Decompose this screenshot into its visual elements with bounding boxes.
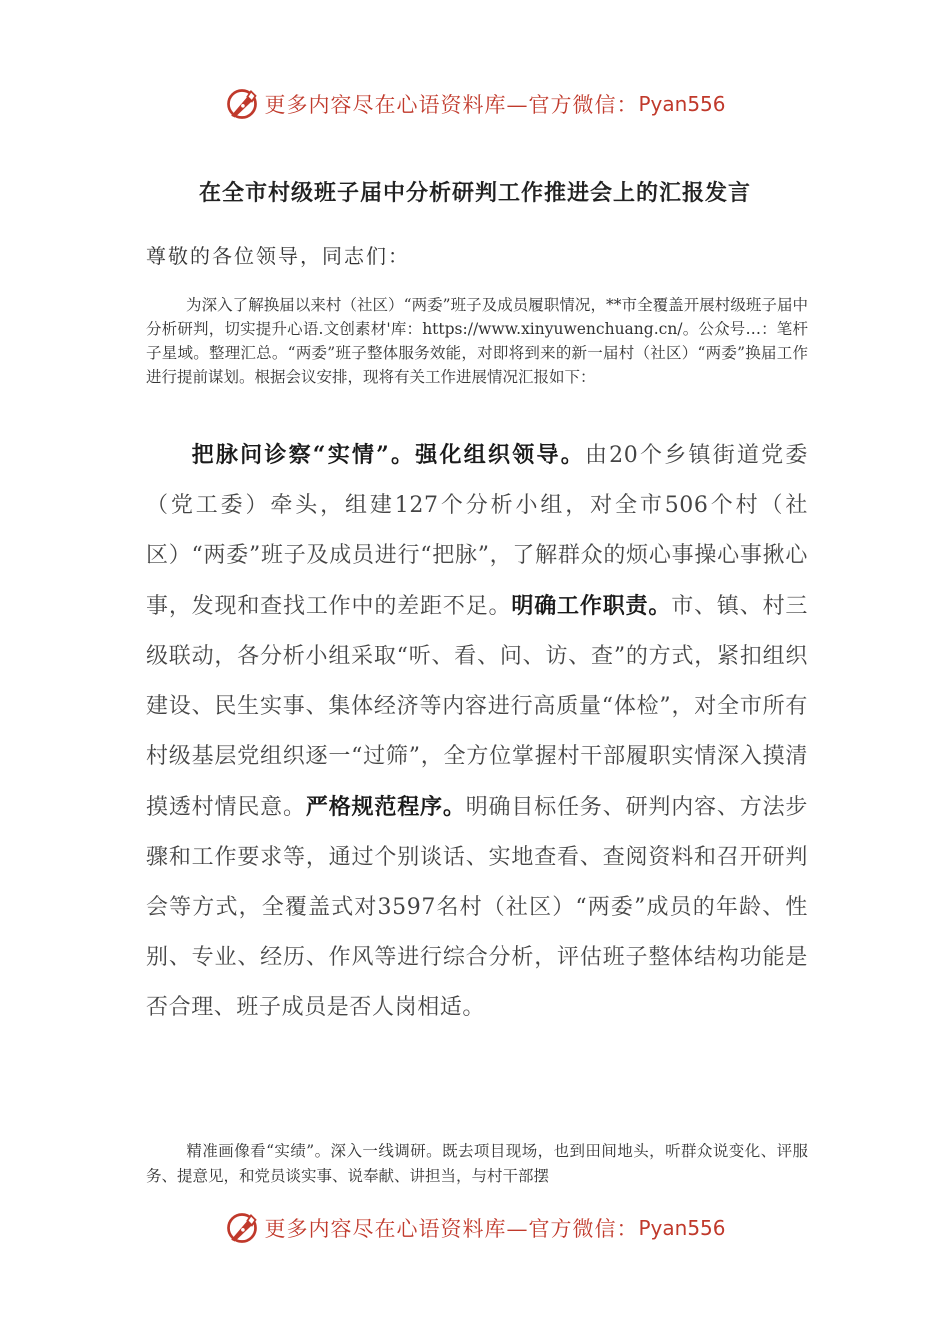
sub2-text: 市、镇、村三级联动，各分析小组采取“听、看、问、访、查”的方式，紧扣组织建设、民生实事、集体经济等内容进行高质量“体检”，对全市所有村级基层党组织逐一“过筛”，全方位掌握村干部履职实情深入摸清摸透村情民意。 (146, 594, 809, 820)
pen-nib-logo-icon (224, 86, 260, 122)
banner-wechat-id: Pyan556 (638, 1216, 726, 1240)
document-title: 在全市村级班子届中分析研判工作推进会上的汇报发言 (198, 180, 751, 206)
header-banner (0, 84, 950, 124)
intro-paragraph (146, 293, 808, 389)
banner-brand-text: 更多内容尽在心语资料库—官方微信： (264, 1217, 639, 1241)
greeting: 尊敬的各位领导，同志们： (146, 244, 410, 268)
section1-paragraph (146, 430, 808, 1033)
intro-text: 为深入了解换届以来村（社区）“两委”班子及成员履职情况，**市全覆盖开展村级班子届中分析研判，切实提升心语.文创素材'库：https://www.xinyuwenchuang.cn/。公众号…：笔杆子星域。整理汇总。“两委”班子整体服务效能，对即将到来的新一届村（社区）“两委”换届工作进行提前谋划。根据会议安排，现将有关工作进展情况汇报如下： (146, 296, 808, 386)
sub3-text: 明确目标任务、研判内容、方法步骤和工作要求等，通过个别谈话、实地查看、查阅资料和召开研判会等方式，全覆盖式对3597名村（社区）“两委”成员的年龄、性别、专业、经历、作风等进行综合分析，评估班子整体结构功能是否合理、班子成员是否人岗相适。 (146, 795, 809, 1020)
section2-paragraph (146, 1139, 808, 1189)
footer-banner (0, 1208, 950, 1248)
banner-brand-text: 更多内容尽在心语资料库—官方微信： (264, 93, 639, 117)
sub3-title: 严格规范程序。 (305, 794, 466, 820)
sub1-text: 由20个乡镇街道党委（党工委）牵头，组建127个分析小组，对全市506个村（社区）“两委”班子及成员进行“把脉”，了解群众的烦心事操心事揪心事，发现和查找工作中的差距不足。 (146, 443, 809, 619)
sub2-title: 明确工作职责。 (511, 593, 672, 619)
sub1-title: 强化组织领导。 (415, 442, 585, 468)
banner-wechat-id: Pyan556 (638, 92, 726, 116)
section1-heading: 把脉问诊察“实情”。 (190, 442, 416, 468)
section2-text: 精准画像看“实绩”。深入一线调研。既去项目现场，也到田间地头，听群众说变化、评服务、提意见，和党员谈实事、说奉献、讲担当，与村干部摆 (146, 1142, 808, 1185)
pen-nib-logo-icon (224, 1210, 260, 1246)
